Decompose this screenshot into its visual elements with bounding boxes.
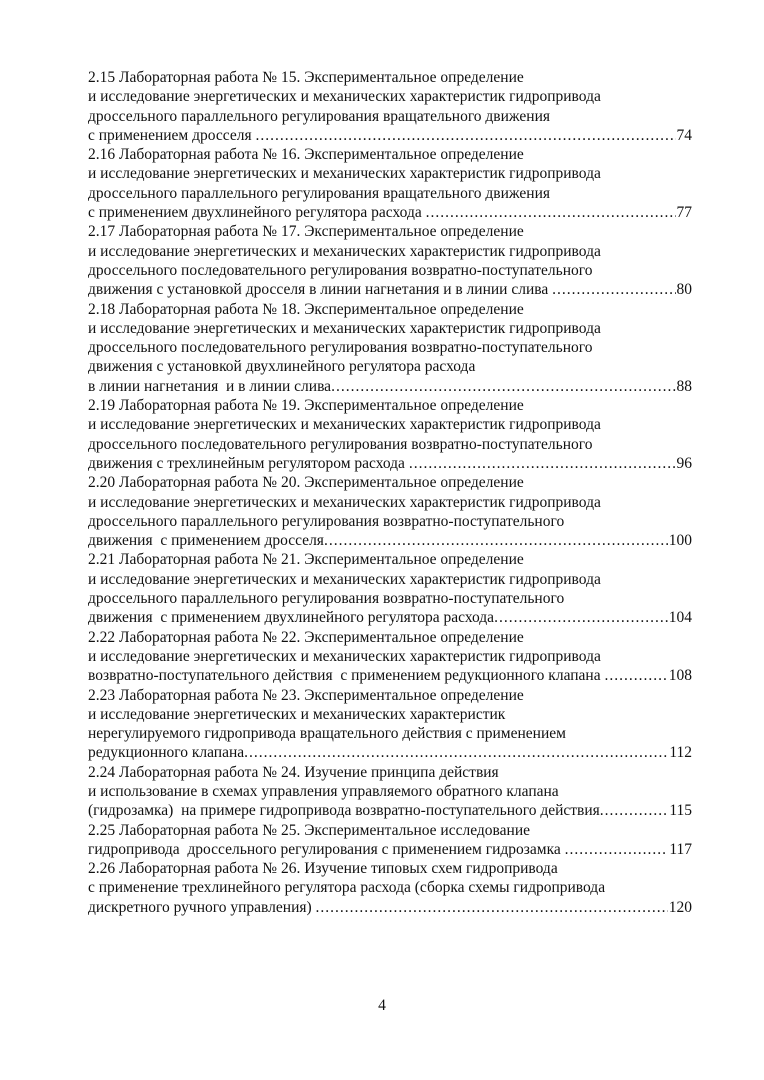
toc-entry[interactable]: [88, 763, 692, 821]
toc-entry-title-line: дроссельного параллельного регулирования вращательного движения: [88, 107, 551, 125]
toc-entry-title-line: 2.24 Лабораторная работа № 24. Изучение принципа действия: [88, 763, 499, 781]
toc-entry-last-line: [88, 454, 692, 473]
toc-entry[interactable]: [88, 550, 692, 627]
dot-leader: [604, 666, 667, 685]
toc-entry-title-line: и исследование энергетических и механических характеристик гидропривода: [88, 647, 601, 665]
toc-entry-title-line: нерегулируемого гидропривода вращательного действия с применением: [88, 725, 566, 743]
toc-entry-last-line: [88, 840, 692, 859]
dot-leader: [409, 454, 676, 473]
dot-leader: [331, 377, 675, 396]
toc-entry-title-line: и исследование энергетических и механических характеристик: [88, 705, 506, 723]
dot-leader: [565, 840, 669, 859]
toc-page-number: 115: [669, 802, 692, 820]
dot-leader: [494, 608, 668, 627]
toc-entry-title-end: движения с трехлинейным регулятором расхода: [88, 454, 409, 472]
toc-entry-title-end: дискретного ручного управления): [88, 898, 316, 916]
table-of-contents: [88, 68, 692, 917]
toc-page-number: 104: [668, 609, 692, 627]
toc-entry-title-line: с применение трехлинейного регулятора расхода (сборка схемы гидропривода: [88, 879, 606, 897]
toc-entry-last-line: [88, 531, 692, 550]
toc-entry-title-line: 2.20 Лабораторная работа № 20. Экспериментальное определение: [88, 474, 524, 492]
toc-entry-title-line: 2.18 Лабораторная работа № 18. Экспериментальное определение: [88, 300, 524, 318]
toc-entry-title-line: и исследование энергетических и механических характеристик гидропривода: [88, 493, 601, 511]
dot-leader: [324, 531, 668, 550]
toc-entry-last-line: [88, 898, 692, 917]
toc-entry-last-line: [88, 203, 692, 222]
toc-page-number: 108: [668, 667, 692, 685]
toc-entry-title-line: 2.15 Лабораторная работа № 15. Экспериментальное определение: [88, 69, 524, 86]
toc-entry-title-end: движения с установкой дросселя в линии нагнетания и в линии слива: [88, 281, 553, 299]
toc-entry-last-line: [88, 666, 692, 685]
toc-entry-title-line: и исследование энергетических и механических характеристик гидропривода: [88, 319, 601, 337]
toc-entry-title-end: возвратно-поступательного действия с применением редукционного клапана: [88, 667, 605, 685]
toc-entry-title-end: с применением двухлинейного регулятора расхода: [88, 204, 426, 222]
toc-entry-title-line: 2.22 Лабораторная работа № 22. Экспериментальное определение: [88, 628, 524, 646]
toc-entry-title-line: и исследование энергетических и механических характеристик гидропривода: [88, 88, 601, 106]
toc-page-number: 120: [668, 898, 692, 916]
toc-page-number: 80: [676, 281, 692, 299]
toc-entry-title-line: 2.26 Лабораторная работа № 26. Изучение типовых схем гидропривода: [88, 860, 558, 878]
toc-entry-title-end: редукционного клапана: [88, 744, 245, 762]
dot-leader: [316, 898, 668, 917]
dot-leader: [600, 801, 669, 820]
toc-entry-title-end: движения с применением двухлинейного регулятора расхода: [88, 609, 495, 627]
toc-entry[interactable]: [88, 396, 692, 473]
toc-page-number: 112: [669, 744, 692, 762]
toc-entry-title-line: движения с установкой двухлинейного регулятора расхода: [88, 358, 476, 376]
toc-entry-title-line: и использование в схемах управления управляемого обратного клапана: [88, 782, 559, 800]
toc-entry[interactable]: [88, 68, 692, 145]
toc-entry-title-line: дроссельного параллельного регулирования возвратно-поступательного: [88, 590, 565, 608]
toc-page-number: 117: [669, 840, 692, 858]
toc-entry-title-line: 2.23 Лабораторная работа № 23. Экспериментальное определение: [88, 686, 524, 704]
toc-entry[interactable]: [88, 686, 692, 763]
toc-entry-title-line: дроссельного последовательного регулирования возвратно-поступательного: [88, 339, 593, 357]
toc-entry-last-line: [88, 377, 692, 396]
toc-entry-title-line: дроссельного последовательного регулирования возвратно-поступательного: [88, 261, 593, 279]
toc-entry-title-end: движения с применением дросселя: [88, 532, 324, 550]
page-number: 4: [378, 997, 386, 1014]
toc-entry-title-end: гидропривода дроссельного регулирования с применением гидрозамка: [88, 840, 565, 858]
toc-page-number: 74: [676, 126, 692, 144]
toc-entry[interactable]: [88, 300, 692, 396]
toc-entry-title-end: с применением дросселя: [88, 126, 256, 144]
toc-page-number: 100: [668, 532, 692, 550]
toc-entry-last-line: [88, 280, 692, 299]
dot-leader: [244, 743, 668, 762]
toc-entry-title-line: и исследование энергетических и механических характеристик гидропривода: [88, 242, 601, 260]
toc-entry-title-line: 2.19 Лабораторная работа № 19. Экспериментальное определение: [88, 397, 524, 415]
toc-entry-title-line: дроссельного параллельного регулирования вращательного движения: [88, 184, 551, 202]
toc-entry-title-line: дроссельного параллельного регулирования возвратно-поступательного: [88, 512, 565, 530]
dot-leader: [255, 126, 675, 145]
toc-entry[interactable]: [88, 473, 692, 550]
toc-entry-last-line: [88, 743, 692, 762]
toc-entry-title-end: (гидрозамка) на примере гидропривода возвратно-поступательного действия: [88, 802, 600, 820]
toc-entry-last-line: [88, 126, 692, 145]
toc-entry-title-end: в линии нагнетания и в линии слива: [88, 377, 332, 395]
toc-entry-title-line: 2.17 Лабораторная работа № 17. Экспериментальное определение: [88, 223, 524, 241]
toc-entry[interactable]: [88, 859, 692, 917]
toc-entry[interactable]: [88, 145, 692, 222]
toc-entry-title-line: 2.16 Лабораторная работа № 16. Экспериментальное определение: [88, 146, 524, 164]
toc-page-number: 96: [676, 454, 692, 472]
toc-entry-title-line: 2.25 Лабораторная работа № 25. Экспериментальное исследование: [88, 821, 530, 839]
toc-page-number: 77: [676, 204, 692, 222]
toc-entry-title-line: и исследование энергетических и механических характеристик гидропривода: [88, 416, 601, 434]
dot-leader: [426, 203, 676, 222]
toc-entry-title-line: и исследование энергетических и механических характеристик гидропривода: [88, 165, 601, 183]
toc-entry[interactable]: [88, 821, 692, 860]
toc-page-number: 88: [676, 377, 692, 395]
toc-entry-title-line: и исследование энергетических и механических характеристик гидропривода: [88, 570, 601, 588]
toc-entry-last-line: [88, 801, 692, 820]
dot-leader: [552, 280, 675, 299]
toc-entry-title-line: дроссельного последовательного регулирования возвратно-поступательного: [88, 435, 593, 453]
toc-entry[interactable]: [88, 628, 692, 686]
toc-entry-last-line: [88, 608, 692, 627]
toc-entry[interactable]: [88, 222, 692, 299]
toc-entry-title-line: 2.21 Лабораторная работа № 21. Экспериментальное определение: [88, 551, 524, 569]
